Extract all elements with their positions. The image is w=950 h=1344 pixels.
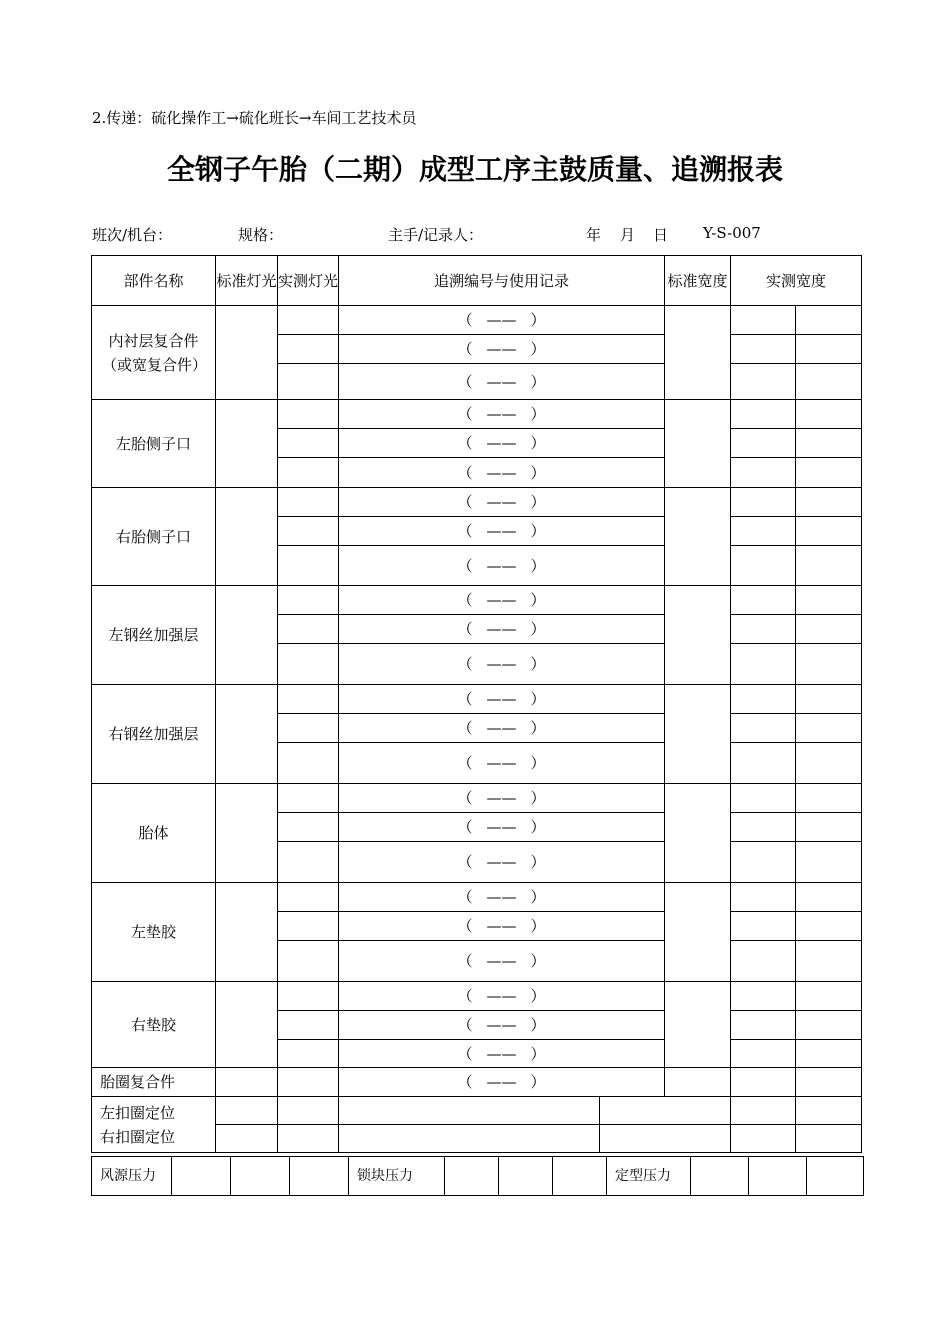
trace-record-cell[interactable] [339, 1011, 665, 1040]
meas-width-cell[interactable] [731, 429, 796, 458]
part-row [92, 586, 862, 615]
trace-record-cell[interactable] [339, 1040, 665, 1068]
part-row [92, 982, 862, 1011]
trace-dash: —— [486, 1073, 517, 1091]
meas-light-cell[interactable] [278, 982, 339, 1011]
trace-close-paren: ） [530, 1044, 546, 1063]
part-name: 右垫胶 [92, 982, 216, 1068]
std-light-cell[interactable] [216, 982, 278, 1068]
std-width-cell[interactable] [665, 400, 731, 488]
trace-close-paren: ） [530, 952, 546, 970]
trace-open-paren: （ [457, 789, 473, 807]
position-record-cell[interactable] [339, 1125, 600, 1153]
trace-record-cell[interactable] [339, 941, 665, 982]
trace-close-paren: ） [530, 522, 546, 540]
trace-record-cell[interactable] [339, 644, 665, 685]
meas-width-cell[interactable] [731, 364, 796, 400]
trace-dash: —— [486, 917, 517, 935]
trace-dash: —— [486, 434, 517, 452]
meas-light-cell[interactable] [278, 429, 339, 458]
meas-light-cell[interactable] [278, 517, 339, 546]
meas-width-cell[interactable] [731, 488, 796, 517]
part-row [92, 883, 862, 912]
trace-open-paren: （ [457, 556, 473, 575]
lock-pressure-cell[interactable] [445, 1157, 499, 1196]
trace-open-paren: （ [457, 754, 473, 772]
trace-open-paren: （ [457, 818, 473, 836]
meas-width-cell[interactable] [796, 644, 862, 685]
trace-dash: —— [486, 1044, 517, 1063]
trace-record-cell[interactable] [339, 714, 665, 743]
meas-width-cell[interactable] [731, 517, 796, 546]
position-cell[interactable] [796, 1125, 862, 1153]
part-row [92, 400, 862, 429]
pressure-row [92, 1157, 864, 1196]
trace-open-paren: （ [457, 522, 473, 540]
meas-width-cell[interactable] [796, 685, 862, 714]
lock-pressure-cell[interactable] [553, 1157, 607, 1196]
trace-close-paren: ） [530, 917, 546, 935]
bead-position-label: 左扣圈定位 [100, 1103, 176, 1122]
meas-light-cell[interactable] [278, 784, 339, 813]
part-name: 内衬层复合件（或宽复合件） [92, 306, 216, 400]
trace-close-paren: ） [530, 591, 546, 609]
transfer-note: 2.传递：硫化操作工→硫化班长→车间工艺技术员 [92, 109, 417, 127]
meas-width-cell[interactable] [731, 615, 796, 644]
trace-close-paren: ） [530, 372, 546, 391]
meas-light-cell[interactable] [278, 912, 339, 941]
meas-light-cell[interactable] [278, 488, 339, 517]
meas-width-cell[interactable] [796, 429, 862, 458]
part-row [92, 685, 862, 714]
trace-close-paren: ） [530, 463, 546, 482]
meas-width-cell[interactable] [731, 941, 796, 982]
form-pressure-cell[interactable] [807, 1157, 864, 1196]
trace-dash: —— [486, 789, 517, 807]
meas-light-cell[interactable] [278, 842, 339, 883]
std-light-cell[interactable] [216, 883, 278, 982]
trace-close-paren: ） [530, 556, 546, 575]
meas-width-cell[interactable] [731, 546, 796, 586]
trace-open-paren: （ [457, 1016, 473, 1034]
trace-record-cell[interactable] [339, 400, 665, 429]
part-name: 左胎侧子口 [92, 400, 216, 488]
trace-close-paren: ） [530, 311, 546, 329]
trace-record-cell[interactable] [339, 842, 665, 883]
meas-light-cell[interactable] [278, 743, 339, 784]
position-cell[interactable] [600, 1097, 731, 1125]
std-width-cell[interactable] [665, 883, 731, 982]
form-code: Y-S-007 [703, 224, 761, 242]
meas-width-cell[interactable] [731, 1068, 796, 1097]
position-cell[interactable] [731, 1097, 796, 1125]
std-light-cell[interactable] [216, 586, 278, 685]
meas-width-cell[interactable] [796, 458, 862, 488]
meas-width-cell[interactable] [731, 883, 796, 912]
position-cell[interactable] [278, 1097, 339, 1125]
meas-width-cell[interactable] [731, 1040, 796, 1068]
air-pressure-label: 风源压力 [92, 1157, 172, 1196]
trace-open-paren: （ [457, 888, 473, 906]
trace-open-paren: （ [457, 719, 473, 737]
trace-record-cell[interactable] [339, 982, 665, 1011]
trace-record-cell[interactable] [339, 615, 665, 644]
std-light-cell[interactable] [216, 685, 278, 784]
meas-width-cell[interactable] [796, 586, 862, 615]
lock-pressure-label: 锁块压力 [349, 1157, 445, 1196]
meas-width-cell[interactable] [796, 306, 862, 335]
trace-close-paren: ） [530, 888, 546, 906]
trace-open-paren: （ [457, 591, 473, 609]
header-trace: 追溯编号与使用记录 [339, 256, 665, 306]
meas-light-cell[interactable] [278, 813, 339, 842]
trace-open-paren: （ [457, 463, 473, 482]
meas-width-cell[interactable] [731, 644, 796, 685]
header-std-width: 标准宽度 [665, 256, 731, 306]
std-width-cell[interactable] [665, 685, 731, 784]
trace-dash: —— [486, 620, 517, 638]
std-light-cell[interactable] [216, 1068, 278, 1097]
meas-light-cell[interactable] [278, 644, 339, 685]
meas-width-cell[interactable] [731, 458, 796, 488]
meas-light-cell[interactable] [278, 941, 339, 982]
meas-width-cell[interactable] [796, 743, 862, 784]
trace-dash: —— [486, 719, 517, 737]
pressure-table [91, 1156, 864, 1196]
trace-record-cell[interactable] [339, 743, 665, 784]
month-label: 月 [620, 226, 636, 244]
trace-open-paren: （ [457, 620, 473, 638]
trace-dash: —— [486, 853, 517, 871]
meas-light-cell[interactable] [278, 685, 339, 714]
std-width-cell[interactable] [665, 1068, 731, 1097]
day-label: 日 [653, 226, 669, 244]
bead-position-row [92, 1097, 862, 1125]
position-cell[interactable] [216, 1125, 278, 1153]
lock-pressure-cell[interactable] [499, 1157, 553, 1196]
trace-record-cell[interactable] [339, 429, 665, 458]
meas-width-cell[interactable] [796, 1068, 862, 1097]
air-pressure-cell[interactable] [290, 1157, 349, 1196]
part-row [92, 784, 862, 813]
trace-dash: —— [486, 405, 517, 423]
position-record-cell[interactable] [339, 1097, 600, 1125]
trace-open-paren: （ [457, 340, 473, 358]
trace-open-paren: （ [457, 493, 473, 511]
trace-record-cell[interactable] [339, 488, 665, 517]
trace-record-cell[interactable] [339, 784, 665, 813]
meas-light-cell[interactable] [278, 883, 339, 912]
meas-light-cell[interactable] [278, 586, 339, 615]
trace-record-cell[interactable] [339, 883, 665, 912]
bead-composite-label: 胎圈复合件 [92, 1068, 216, 1097]
part-name: 右胎侧子口 [92, 488, 216, 586]
trace-open-paren: （ [457, 917, 473, 935]
std-width-cell[interactable] [665, 306, 731, 400]
trace-close-paren: ） [530, 789, 546, 807]
trace-record-cell[interactable] [339, 364, 665, 400]
header-part: 部件名称 [92, 256, 216, 306]
trace-dash: —— [486, 952, 517, 970]
std-width-cell[interactable] [665, 488, 731, 586]
meas-light-cell[interactable] [278, 1068, 339, 1097]
year-label: 年 [586, 226, 602, 244]
meas-width-cell[interactable] [796, 488, 862, 517]
meas-width-cell[interactable] [796, 335, 862, 364]
trace-open-paren: （ [457, 311, 473, 329]
quality-trace-table [91, 255, 862, 1153]
trace-dash: —— [486, 1016, 517, 1034]
meas-light-cell[interactable] [278, 335, 339, 364]
trace-record-cell[interactable] [339, 335, 665, 364]
meas-width-cell[interactable] [796, 842, 862, 883]
meas-width-cell[interactable] [731, 714, 796, 743]
trace-dash: —— [486, 340, 517, 358]
trace-dash: —— [486, 372, 517, 391]
trace-close-paren: ） [530, 405, 546, 423]
std-light-cell[interactable] [216, 306, 278, 400]
form-pressure-cell[interactable] [749, 1157, 807, 1196]
meas-width-cell[interactable] [796, 714, 862, 743]
meas-width-cell[interactable] [796, 1040, 862, 1068]
trace-open-paren: （ [457, 1073, 473, 1091]
trace-dash: —— [486, 311, 517, 329]
trace-dash: —— [486, 522, 517, 540]
meas-width-cell[interactable] [796, 400, 862, 429]
form-pressure-label: 定型压力 [607, 1157, 691, 1196]
trace-dash: —— [486, 655, 517, 673]
trace-close-paren: ） [530, 1016, 546, 1034]
meas-width-cell[interactable] [796, 813, 862, 842]
trace-open-paren: （ [457, 434, 473, 452]
trace-open-paren: （ [457, 987, 473, 1005]
std-light-cell[interactable] [216, 400, 278, 488]
meas-width-cell[interactable] [731, 912, 796, 941]
trace-record-cell[interactable] [339, 1068, 665, 1097]
meas-width-cell[interactable] [796, 883, 862, 912]
meas-width-cell[interactable] [731, 813, 796, 842]
trace-dash: —— [486, 690, 517, 708]
shift-machine-label: 班次/机台： [92, 226, 173, 244]
std-light-cell[interactable] [216, 784, 278, 883]
meas-light-cell[interactable] [278, 364, 339, 400]
header-meas-light: 实测灯光 [278, 256, 339, 306]
trace-dash: —— [486, 591, 517, 609]
header-meas-width: 实测宽度 [731, 256, 862, 306]
header-std-light: 标准灯光 [216, 256, 278, 306]
trace-dash: —— [486, 818, 517, 836]
meas-width-cell[interactable] [796, 1011, 862, 1040]
meas-width-cell[interactable] [796, 364, 862, 400]
meas-width-cell[interactable] [731, 784, 796, 813]
meas-light-cell[interactable] [278, 1040, 339, 1068]
air-pressure-cell[interactable] [172, 1157, 231, 1196]
position-cell[interactable] [796, 1097, 862, 1125]
part-name: 胎体 [92, 784, 216, 883]
trace-record-cell[interactable] [339, 813, 665, 842]
trace-close-paren: ） [530, 1073, 546, 1091]
bead-composite-row [92, 1068, 862, 1097]
meas-width-cell[interactable] [731, 586, 796, 615]
meas-width-cell[interactable] [731, 1011, 796, 1040]
position-cell[interactable] [731, 1125, 796, 1153]
trace-close-paren: ） [530, 719, 546, 737]
part-name: 左垫胶 [92, 883, 216, 982]
trace-open-paren: （ [457, 655, 473, 673]
std-width-cell[interactable] [665, 586, 731, 685]
bead-position-label: 右扣圈定位 [100, 1127, 176, 1146]
std-light-cell[interactable] [216, 488, 278, 586]
meas-width-cell[interactable] [731, 685, 796, 714]
meas-light-cell[interactable] [278, 306, 339, 335]
trace-close-paren: ） [530, 340, 546, 358]
trace-record-cell[interactable] [339, 685, 665, 714]
trace-record-cell[interactable] [339, 458, 665, 488]
trace-record-cell[interactable] [339, 912, 665, 941]
part-row [92, 306, 862, 335]
part-name: 右钢丝加强层 [92, 685, 216, 784]
trace-close-paren: ） [530, 493, 546, 511]
part-row [92, 488, 862, 517]
air-pressure-cell[interactable] [231, 1157, 290, 1196]
meas-light-cell[interactable] [278, 546, 339, 586]
trace-open-paren: （ [457, 1044, 473, 1063]
bead-position-labels [92, 1097, 216, 1153]
meas-width-cell[interactable] [796, 615, 862, 644]
meas-width-cell[interactable] [796, 517, 862, 546]
position-cell[interactable] [216, 1097, 278, 1125]
trace-dash: —— [486, 987, 517, 1005]
trace-open-paren: （ [457, 853, 473, 871]
trace-record-cell[interactable] [339, 546, 665, 586]
trace-open-paren: （ [457, 690, 473, 708]
trace-open-paren: （ [457, 372, 473, 391]
meas-width-cell[interactable] [731, 400, 796, 429]
trace-dash: —— [486, 493, 517, 511]
trace-close-paren: ） [530, 818, 546, 836]
trace-close-paren: ） [530, 754, 546, 772]
spec-label: 规格： [238, 226, 284, 244]
trace-dash: —— [486, 556, 517, 575]
trace-dash: —— [486, 463, 517, 482]
meas-width-cell[interactable] [796, 982, 862, 1011]
position-cell[interactable] [278, 1125, 339, 1153]
meas-width-cell[interactable] [731, 842, 796, 883]
trace-close-paren: ） [530, 620, 546, 638]
trace-record-cell[interactable] [339, 586, 665, 615]
meas-width-cell[interactable] [731, 306, 796, 335]
operator-label: 主手/记录人： [388, 226, 484, 244]
trace-close-paren: ） [530, 655, 546, 673]
meas-width-cell[interactable] [796, 784, 862, 813]
trace-close-paren: ） [530, 853, 546, 871]
trace-dash: —— [486, 888, 517, 906]
std-width-cell[interactable] [665, 784, 731, 883]
trace-record-cell[interactable] [339, 306, 665, 335]
form-pressure-cell[interactable] [691, 1157, 749, 1196]
meas-light-cell[interactable] [278, 458, 339, 488]
meas-width-cell[interactable] [731, 743, 796, 784]
meas-light-cell[interactable] [278, 714, 339, 743]
meas-width-cell[interactable] [731, 335, 796, 364]
trace-close-paren: ） [530, 690, 546, 708]
meas-width-cell[interactable] [796, 546, 862, 586]
std-width-cell[interactable] [665, 982, 731, 1068]
trace-close-paren: ） [530, 987, 546, 1005]
part-name: 左钢丝加强层 [92, 586, 216, 685]
trace-dash: —— [486, 754, 517, 772]
meas-width-cell[interactable] [796, 941, 862, 982]
trace-open-paren: （ [457, 952, 473, 970]
trace-close-paren: ） [530, 434, 546, 452]
page-title: 全钢子午胎（二期）成型工序主鼓质量、追溯报表 [166, 153, 783, 186]
meas-light-cell[interactable] [278, 400, 339, 429]
meas-width-cell[interactable] [731, 982, 796, 1011]
header-row [92, 256, 862, 306]
position-cell[interactable] [600, 1125, 731, 1153]
trace-open-paren: （ [457, 405, 473, 423]
meas-light-cell[interactable] [278, 1011, 339, 1040]
trace-record-cell[interactable] [339, 517, 665, 546]
meas-width-cell[interactable] [796, 912, 862, 941]
meas-light-cell[interactable] [278, 615, 339, 644]
